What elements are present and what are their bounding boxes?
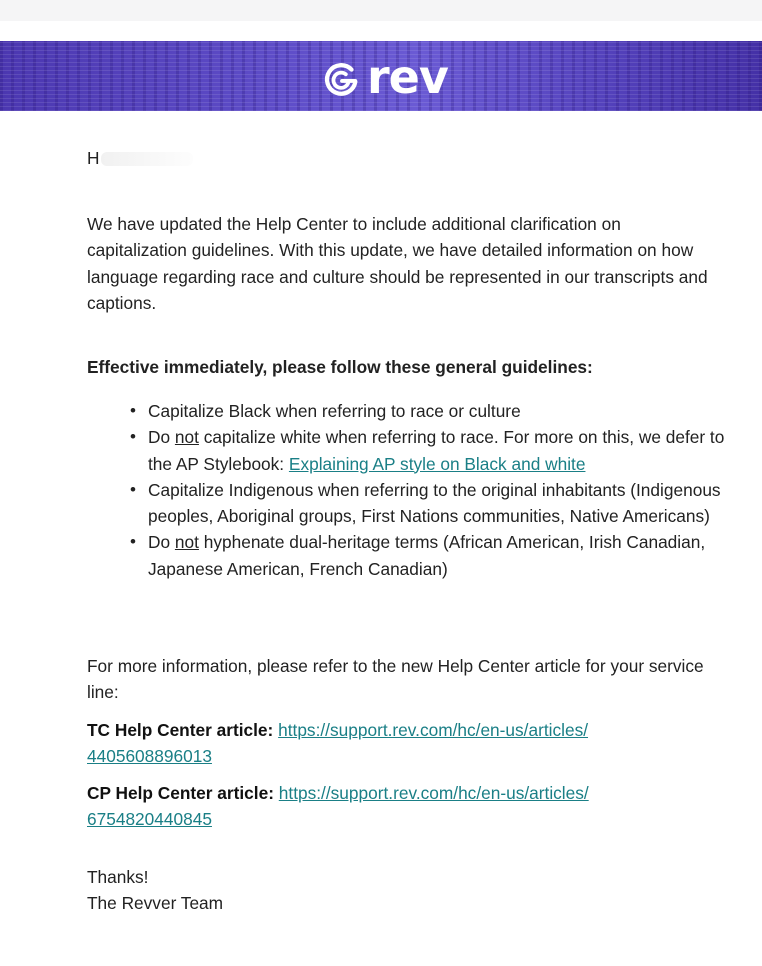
more-info-paragraph: For more information, please refer to the new Help Center article for your service line: xyxy=(87,656,704,703)
thanks-text: Thanks! xyxy=(87,867,149,887)
tc-article-link[interactable]: https://support.rev.com/hc/en-us/articles/ 4405608896013 xyxy=(87,720,589,767)
emphasis-not: not xyxy=(174,427,199,448)
cp-article-link[interactable]: https://support.rev.com/hc/en-us/articles/ 6754820440845 xyxy=(87,783,589,830)
logo-wordmark: rev xyxy=(367,50,448,104)
header-banner xyxy=(0,41,762,111)
list-item: • Do not capitalize white when referring to race. For more on this, we defer to the AP Stylebook: Explaining AP style on Black and white xyxy=(148,424,738,477)
tc-article xyxy=(87,717,707,770)
tc-article-label: TC Help Center article: xyxy=(87,720,274,740)
redacted-name xyxy=(101,152,193,166)
list-item: • Capitalize Black when referring to race or culture xyxy=(148,398,738,424)
cp-article xyxy=(87,780,707,833)
guidelines-list xyxy=(87,398,738,582)
list-item: • Do not hyphenate dual-heritage terms (African American, Irish Canadian, Japanese American, French Canadian) xyxy=(148,529,738,582)
cp-article-label: CP Help Center article: xyxy=(87,783,274,803)
rev-logo[interactable] xyxy=(323,50,448,104)
ap-stylebook-link[interactable]: Explaining AP style on Black and white xyxy=(288,453,586,474)
signature: The Revver Team xyxy=(87,893,224,914)
emphasis-not: not xyxy=(174,532,199,553)
sign-off xyxy=(87,864,223,917)
top-bar xyxy=(0,0,762,21)
list-item: • Capitalize Indigenous when referring to the original inhabitants (Indigenous peoples, Aboriginal groups, First Nations communities, Native Americans) xyxy=(148,477,738,530)
rev-swirl-icon xyxy=(323,61,361,99)
intro-paragraph: We have updated the Help Center to include additional clarification on capitalization guidelines. With this update, we have detailed information on how language regarding race and culture should be represented in our transcripts and captions. xyxy=(87,214,708,313)
greeting-text: H xyxy=(87,148,100,168)
guidelines-heading: Effective immediately, please follow these general guidelines: xyxy=(87,357,593,377)
greeting xyxy=(87,145,193,171)
